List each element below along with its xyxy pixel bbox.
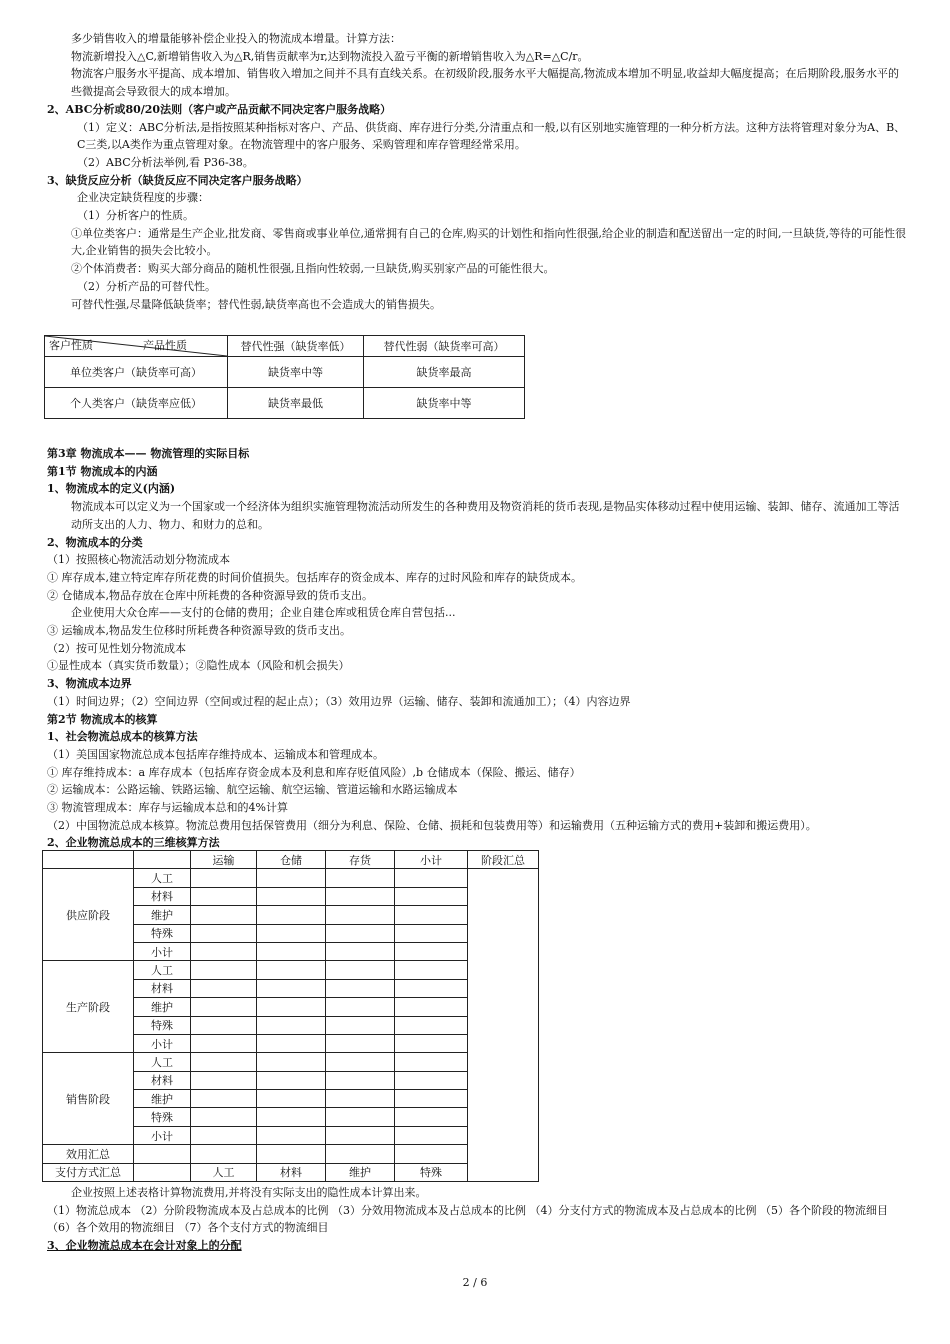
item-label: 小计 bbox=[134, 1126, 191, 1144]
table-row bbox=[43, 869, 539, 887]
empty-cell bbox=[191, 887, 257, 905]
table-header-cell bbox=[43, 851, 134, 869]
empty-cell bbox=[395, 1034, 468, 1052]
paragraph-line: ② 仓储成本,物品存放在仓库中所耗费的各种资源导致的货币支出。 bbox=[47, 588, 373, 602]
empty-cell bbox=[326, 961, 395, 979]
paragraph-line: 多少销售收入的增量能够补偿企业投入的物流成本增量。计算方法： bbox=[71, 32, 401, 45]
section-heading: 1、物流成本的定义(内涵) bbox=[47, 482, 176, 496]
paragraph-line: ① 库存维持成本：a 库存成本（包括库存资金成本及利息和库存贬值风险）,b 仓储成本（保险、搬运、储存） bbox=[47, 765, 581, 779]
stage-label: 生产阶段 bbox=[43, 961, 134, 1053]
paragraph-line: 企业使用大众仓库——支付的仓储的费用；企业自建仓库或租赁仓库自营包括... bbox=[71, 606, 456, 620]
empty-cell bbox=[326, 906, 395, 924]
empty-cell bbox=[191, 1016, 257, 1034]
table-row bbox=[45, 357, 525, 388]
section-heading: 第2节 物流成本的核算 bbox=[47, 712, 158, 726]
empty-cell bbox=[257, 1126, 326, 1144]
table-header-cell bbox=[134, 851, 191, 869]
section-heading: 2、ABC分析或80/20法则（客户或产品贡献不同决定客户服务战略） bbox=[47, 102, 392, 116]
empty-cell bbox=[191, 1145, 257, 1163]
table-cell: 缺货率中等 bbox=[364, 388, 525, 419]
empty-cell bbox=[257, 1108, 326, 1126]
paragraph-line: 物流客户服务水平提高、成本增加、销售收入增加之间并不具有直线关系。在初级阶段,服务水平大幅提高,物流成本增加不明显,收益却大幅度提高；在后期阶段,服务水平的些微提高会导致很大的成本增加。 bbox=[71, 67, 899, 99]
empty-cell bbox=[257, 924, 326, 942]
empty-cell bbox=[326, 998, 395, 1016]
section-heading: 2、物流成本的分类 bbox=[47, 535, 143, 549]
empty-cell bbox=[257, 1071, 326, 1089]
empty-cell bbox=[191, 1053, 257, 1071]
item-label: 人工 bbox=[134, 961, 191, 979]
stage-label: 销售阶段 bbox=[43, 1053, 134, 1145]
item-label: 特殊 bbox=[134, 924, 191, 942]
item-label: 人工 bbox=[134, 1053, 191, 1071]
table-header-cell: 阶段汇总 bbox=[468, 851, 539, 869]
item-label: 维护 bbox=[134, 1090, 191, 1108]
paragraph-line: ① 库存成本,建立特定库存所花费的时间价值损失。包括库存的资金成本、库存的过时风险和库存的缺货成本。 bbox=[47, 570, 582, 584]
item-label: 维护 bbox=[134, 906, 191, 924]
empty-cell bbox=[395, 1145, 468, 1163]
stage-summary-cell bbox=[468, 869, 539, 1182]
empty-cell bbox=[257, 1034, 326, 1052]
text-block-middle bbox=[47, 445, 907, 852]
section-heading: 3、物流成本边界 bbox=[47, 677, 132, 691]
table-header-cell: 替代性强（缺货率低） bbox=[228, 336, 364, 357]
empty-cell bbox=[257, 1090, 326, 1108]
corner-left-label: 客户性质 bbox=[49, 339, 93, 352]
empty-cell bbox=[191, 924, 257, 942]
empty-cell bbox=[326, 1016, 395, 1034]
section-heading: 2、企业物流总成本的三维核算方法 bbox=[47, 836, 220, 850]
paragraph-line: ③ 物流管理成本：库存与运输成本总和的4%计算 bbox=[47, 801, 288, 815]
page-number: 2 / 6 bbox=[462, 1276, 488, 1289]
empty-cell bbox=[191, 979, 257, 997]
table-row bbox=[43, 1145, 539, 1163]
empty-cell bbox=[191, 1090, 257, 1108]
table-cell: 缺货率最低 bbox=[228, 388, 364, 419]
item-label: 小计 bbox=[134, 942, 191, 960]
empty-cell bbox=[395, 1108, 468, 1126]
table-row bbox=[43, 961, 539, 979]
empty-cell bbox=[326, 1145, 395, 1163]
payment-total-label: 支付方式汇总 bbox=[43, 1163, 134, 1181]
table-header-cell: 存货 bbox=[326, 851, 395, 869]
paragraph-line: （1）按照核心物流活动划分物流成本 bbox=[47, 553, 230, 567]
paragraph-line: （2）分析产品的可替代性。 bbox=[77, 279, 216, 293]
empty-cell bbox=[395, 961, 468, 979]
empty-cell bbox=[257, 906, 326, 924]
table-header-cell: 仓储 bbox=[257, 851, 326, 869]
empty-cell bbox=[326, 1053, 395, 1071]
table-row bbox=[45, 388, 525, 419]
paragraph-line: （2）ABC分析法举例,看 P36-38。 bbox=[77, 155, 254, 169]
empty-cell bbox=[326, 887, 395, 905]
table-cell: 缺货率中等 bbox=[228, 357, 364, 388]
paragraph-line: ①单位类客户：通常是生产企业,批发商、零售商或事业单位,通常拥有自己的仓库,购买的计划性和指向性很强,给企业的制造和配送留出一定的时间,一旦缺货,等待的可能性很大,企业销售的损失会比较小。 bbox=[71, 226, 906, 258]
section-heading: 3、企业物流总成本在会计对象上的分配 bbox=[47, 1239, 242, 1253]
empty-cell bbox=[395, 942, 468, 960]
empty-cell bbox=[134, 1145, 191, 1163]
empty-cell bbox=[257, 1016, 326, 1034]
paragraph-line: ②个体消费者：购买大部分商品的随机性很强,且指向性较弱,一旦缺货,购买别家产品的可能性很大。 bbox=[71, 262, 555, 276]
item-label: 材料 bbox=[134, 979, 191, 997]
item-label: 人工 bbox=[134, 869, 191, 887]
empty-cell bbox=[395, 979, 468, 997]
table-cell: 单位类客户（缺货率可高） bbox=[45, 357, 228, 388]
empty-cell bbox=[326, 1034, 395, 1052]
text-block-top bbox=[47, 30, 907, 313]
empty-cell bbox=[326, 1090, 395, 1108]
paragraph-line: ② 运输成本：公路运输、铁路运输、航空运输、航空运输、管道运输和水路运输成本 bbox=[47, 783, 458, 797]
table-header-cell: 替代性弱（缺货率可高） bbox=[364, 336, 525, 357]
empty-cell bbox=[326, 1071, 395, 1089]
empty-cell bbox=[191, 1126, 257, 1144]
paragraph-line: ③ 运输成本,物品发生位移时所耗费各种资源导致的货币支出。 bbox=[47, 624, 351, 638]
stockout-table bbox=[44, 335, 525, 419]
empty-cell bbox=[395, 1071, 468, 1089]
empty-cell bbox=[395, 887, 468, 905]
corner-right-label: 产品性质 bbox=[143, 339, 187, 352]
payment-item: 材料 bbox=[257, 1163, 326, 1181]
item-label: 材料 bbox=[134, 1071, 191, 1089]
empty-cell bbox=[326, 942, 395, 960]
table-row bbox=[43, 1053, 539, 1071]
paragraph-line: （1）分析客户的性质。 bbox=[77, 209, 194, 223]
text-block-bottom bbox=[47, 1184, 907, 1255]
page-top bbox=[47, 30, 907, 313]
empty-cell bbox=[191, 942, 257, 960]
empty-cell bbox=[326, 979, 395, 997]
table-header-cell: 运输 bbox=[191, 851, 257, 869]
empty-cell bbox=[134, 1163, 191, 1181]
empty-cell bbox=[395, 998, 468, 1016]
item-label: 材料 bbox=[134, 887, 191, 905]
effect-total-label: 效用汇总 bbox=[43, 1145, 134, 1163]
stage-label: 供应阶段 bbox=[43, 869, 134, 961]
section-heading: 1、社会物流总成本的核算方法 bbox=[47, 730, 198, 744]
empty-cell bbox=[257, 869, 326, 887]
page-middle bbox=[47, 445, 907, 852]
payment-item: 人工 bbox=[191, 1163, 257, 1181]
table-corner-cell bbox=[45, 336, 228, 357]
item-label: 特殊 bbox=[134, 1016, 191, 1034]
empty-cell bbox=[191, 1034, 257, 1052]
empty-cell bbox=[257, 979, 326, 997]
paragraph-line: （1）时间边界；（2）空间边界（空间或过程的起止点）；（3）效用边界（运输、储存、装卸和流通加工）；（4）内容边界 bbox=[47, 694, 631, 708]
paragraph-line: 物流成本可以定义为一个国家或一个经济体为组织实施管理物流活动所发生的各种费用及物资消耗的货币表现,是物品实体移动过程中使用运输、装卸、储存、流通加工等活动所支出的人力、物力、和财力的总和。 bbox=[71, 500, 900, 531]
item-label: 小计 bbox=[134, 1034, 191, 1052]
empty-cell bbox=[191, 961, 257, 979]
empty-cell bbox=[395, 1090, 468, 1108]
payment-item: 特殊 bbox=[395, 1163, 468, 1181]
table-header-cell: 小计 bbox=[395, 851, 468, 869]
paragraph-line: 企业按照上述表格计算物流费用,并将没有实际支出的隐性成本计算出来。 bbox=[71, 1186, 427, 1199]
paragraph-line: 企业决定缺货程度的步骤： bbox=[77, 191, 209, 205]
paragraph-line: （2）中国物流总成本核算。物流总费用包括保管费用（细分为利息、保险、仓储、损耗和包装费用等）和运输费用（五种运输方式的费用+装卸和搬运费用）。 bbox=[47, 818, 817, 832]
empty-cell bbox=[395, 924, 468, 942]
empty-cell bbox=[326, 1126, 395, 1144]
empty-cell bbox=[395, 1053, 468, 1071]
empty-cell bbox=[257, 961, 326, 979]
empty-cell bbox=[395, 1126, 468, 1144]
payment-item: 维护 bbox=[326, 1163, 395, 1181]
paragraph-line: （1）美国国家物流总成本包括库存维持成本、运输成本和管理成本。 bbox=[47, 747, 384, 761]
section-heading: 第3章 物流成本—— 物流管理的实际目标 bbox=[47, 447, 250, 460]
empty-cell bbox=[257, 942, 326, 960]
page-bottom bbox=[47, 1184, 907, 1255]
empty-cell bbox=[326, 924, 395, 942]
paragraph-line: 物流新增投入△C,新增销售收入为△R,销售贡献率为r,达到物流投入盈亏平衡的新增销售收入为△R=△C/r。 bbox=[71, 49, 589, 63]
paragraph-line: 可替代性强,尽量降低缺货率；替代性弱,缺货率高也不会造成大的销售损失。 bbox=[71, 297, 441, 311]
empty-cell bbox=[395, 906, 468, 924]
empty-cell bbox=[191, 1108, 257, 1126]
paragraph-line: （1）定义：ABC分析法,是指按照某种指标对客户、产品、供货商、库存进行分类,分清重点和一般,以有区别地实施管理的一种分析方法。这种方法将管理对象分为A、B、C三类,以A类作为重点管理对象。在物流管理中的客户服务、采购管理和库存管理经常采用。 bbox=[77, 120, 906, 152]
paragraph-line: ①显性成本（真实货币数量）；②隐性成本（风险和机会损失） bbox=[47, 659, 350, 673]
empty-cell bbox=[257, 998, 326, 1016]
empty-cell bbox=[326, 869, 395, 887]
empty-cell bbox=[191, 998, 257, 1016]
empty-cell bbox=[257, 887, 326, 905]
empty-cell bbox=[191, 1071, 257, 1089]
item-label: 维护 bbox=[134, 998, 191, 1016]
table-row bbox=[43, 1163, 539, 1181]
section-heading: 3、缺货反应分析（缺货反应不同决定客户服务战略） bbox=[47, 173, 308, 187]
empty-cell bbox=[395, 1016, 468, 1034]
paragraph-line: （1）物流总成本 （2）分阶段物流成本及占总成本的比例 （3）分效用物流成本及占总成本的比例 （4）分支付方式的物流成本及占总成本的比例 （5）各个阶段的物流细目 （6）各个效用的物流细目 （7）各个支付方式的物流细目 bbox=[47, 1203, 888, 1235]
empty-cell bbox=[257, 1053, 326, 1071]
table-cell: 缺货率最高 bbox=[364, 357, 525, 388]
empty-cell bbox=[395, 869, 468, 887]
paragraph-line: （2）按可见性划分物流成本 bbox=[47, 641, 186, 655]
table-cell: 个人类客户（缺货率应低） bbox=[45, 388, 228, 419]
item-label: 特殊 bbox=[134, 1108, 191, 1126]
section-heading: 第1节 物流成本的内涵 bbox=[47, 464, 158, 478]
empty-cell bbox=[191, 869, 257, 887]
empty-cell bbox=[257, 1145, 326, 1163]
empty-cell bbox=[191, 906, 257, 924]
cost-accounting-table bbox=[42, 850, 539, 1182]
empty-cell bbox=[326, 1108, 395, 1126]
